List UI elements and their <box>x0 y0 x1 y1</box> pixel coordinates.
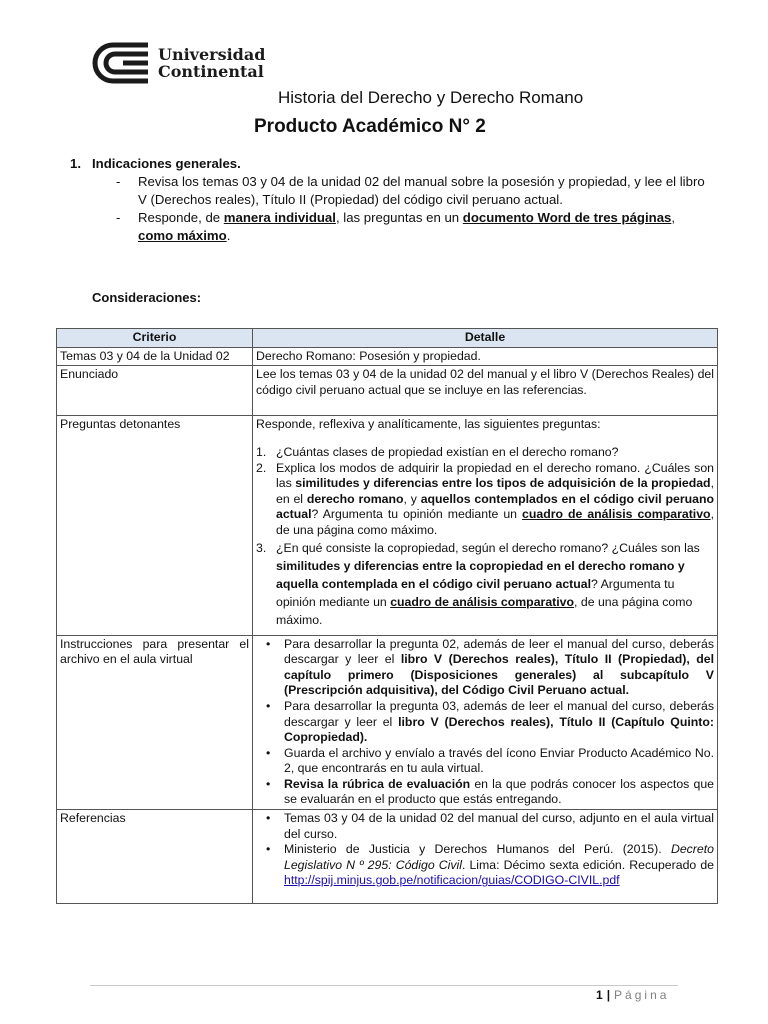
section-heading-text: Indicaciones generales. <box>92 156 241 171</box>
row-detalle-cell <box>253 416 718 635</box>
dash-icon: - <box>116 210 121 225</box>
table-row <box>57 347 718 366</box>
question-item: 2. Explica los modos de adquirir la propiedad en el derecho romano. ¿Cuáles son las similitudes y diferencias entre los tipos de adquisición de la propiedad, en el derecho romano, y aquellos contemplados en el código civil peruano actual? Argumenta tu opinión mediante un cuadro de análisis comparativo, de una página como máximo. <box>256 460 714 537</box>
questions-intro: Responde, reflexiva y analíticamente, las siguientes preguntas: <box>256 417 601 432</box>
list-item: • Guarda el archivo y envíalo a través del ícono Enviar Producto Académico No. 2, que encontrarás en tu aula virtual. <box>266 745 714 776</box>
table-row <box>57 810 718 904</box>
page-word: Página <box>614 988 670 1002</box>
page-footer <box>596 988 669 1002</box>
footer-separator: | <box>606 988 611 1002</box>
instruction-bullet-1 <box>70 173 710 209</box>
emphasis-individual: manera individual <box>223 210 336 225</box>
instructions-list <box>256 637 714 809</box>
row-criterio-cell: Temas 03 y 04 de la Unidad 02 <box>57 347 253 366</box>
row-criterio-cell: Enunciado <box>57 366 253 416</box>
reference-link[interactable]: http://spij.minjus.gob.pe/notificacion/guias/CODIGO-CIVIL.pdf <box>284 873 620 888</box>
bullet-icon: • <box>266 776 271 791</box>
logo-wordmark <box>158 46 265 80</box>
list-item: • Para desarrollar la pregunta 03, además de leer el manual del curso, deberás descargar y leer el libro V (Derechos reales), Título II (Capítulo Quinto: Copropiedad). <box>266 698 714 745</box>
bullet-icon: • <box>266 745 271 760</box>
row-detalle-cell: Lee los temas 03 y 04 de la unidad 02 del manual y el libro V (Derechos Reales) del código civil peruano actual que se incluye en las referencias. <box>253 366 718 416</box>
header-detalle: Detalle <box>253 329 718 348</box>
bullet-icon: • <box>266 842 271 857</box>
list-item: • Ministerio de Justicia y Derechos Humanos del Perú. (2015). Decreto Legislativo N º 295: Código Civil. Lima: Décimo sexta edición. Recuperado de http://spij.minjus.gob.pe/notificacion/guias/CODIGO-CIVIL.pdf <box>266 842 714 888</box>
logo-mark-icon <box>90 40 152 86</box>
table-row <box>57 416 718 635</box>
row-detalle-cell <box>253 810 718 904</box>
course-title: Historia del Derecho y Derecho Romano <box>278 88 584 107</box>
questions-list <box>256 445 714 629</box>
consideraciones-heading: Consideraciones: <box>92 290 202 305</box>
emphasis-maximum: como máximo <box>138 228 227 243</box>
document-title: Producto Académico N° 2 <box>254 116 486 137</box>
row-criterio-cell: Instrucciones para presentar el archivo en el aula virtual <box>57 635 253 810</box>
instruction-bullet-2 <box>70 209 710 245</box>
list-item: • Para desarrollar la pregunta 02, además de leer el manual del curso, deberás descargar y leer el libro V (Derechos reales), Título II (Propiedad), del capítulo primero (Disposiciones generales) al subcapítulo V (Prescripción adquisitiva), del Código Civil Peruano actual. <box>266 636 714 698</box>
list-item: • Revisa la rúbrica de evaluación en la que podrás conocer los aspectos que se evaluarán en el producto que estás entregando. <box>266 776 714 807</box>
row-detalle-cell: Derecho Romano: Posesión y propiedad. <box>253 347 718 366</box>
section-number: 1. <box>70 156 81 171</box>
page-number: 1 <box>596 988 603 1002</box>
instruction-text-2: Responde, de manera individual, las preguntas en un documento Word de tres páginas, como máximo. <box>138 210 676 243</box>
instruction-text-1: Revisa los temas 03 y 04 de la unidad 02 del manual sobre la posesión y propiedad, y lee el libro V (Derechos reales), Título II (Propiedad) del código civil peruano actual. <box>138 174 705 207</box>
bullet-icon: • <box>266 698 271 713</box>
footer-divider <box>90 985 678 986</box>
table-row <box>57 635 718 810</box>
bullet-icon: • <box>266 811 271 826</box>
dash-icon: - <box>116 174 121 189</box>
emphasis-document: documento Word de tres páginas <box>462 210 672 225</box>
criteria-table <box>56 328 718 904</box>
bullet-icon: • <box>266 636 271 651</box>
references-list <box>256 811 714 889</box>
logo-line-1: Universidad <box>158 45 266 64</box>
university-logo <box>90 40 265 86</box>
table-header-row <box>57 329 718 348</box>
row-criterio-cell: Referencias <box>57 810 253 904</box>
section-indicaciones <box>70 155 710 245</box>
row-criterio-cell: Preguntas detonantes <box>57 416 253 635</box>
logo-line-2: Continental <box>158 62 264 81</box>
list-item: • Temas 03 y 04 de la unidad 02 del manual del curso, adjunto en el aula virtual del curso. <box>266 811 714 841</box>
question-item: 1. ¿Cuántas clases de propiedad existían en el derecho romano? <box>256 444 619 459</box>
table-row <box>57 366 718 416</box>
header-criterio: Criterio <box>57 329 253 348</box>
row-detalle-cell <box>253 635 718 810</box>
question-item: 3. ¿En qué consiste la copropiedad, según el derecho romano? ¿Cuáles son las similitudes y diferencias entre la copropiedad en el derecho romano y aquella contemplada en el código civil peruano actual? Argumenta tu opinión mediante un cuadro de análisis comparativo, de una página como máximo. <box>256 540 700 627</box>
section-heading <box>70 155 710 173</box>
